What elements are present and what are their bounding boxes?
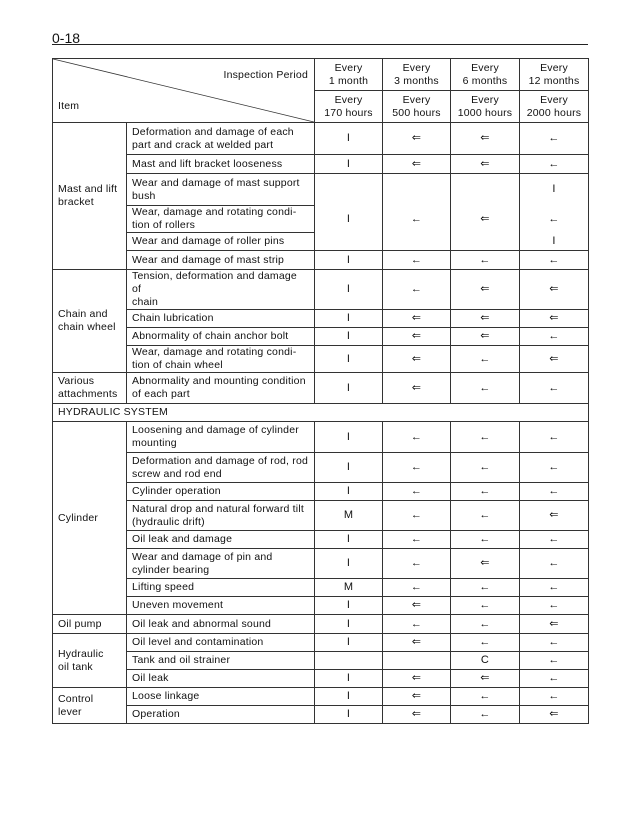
interval-mark: ←: [451, 373, 520, 404]
item-description: Chain lubrication: [127, 310, 315, 328]
interval-mark: I: [315, 251, 383, 270]
item-description: Oil leak: [127, 670, 315, 688]
interval-mark: ←: [451, 579, 520, 597]
interval-mark: I: [315, 123, 383, 155]
table-row: [53, 346, 589, 373]
interval-mark: ←: [520, 634, 589, 652]
period-12-months: Every 12 months: [520, 59, 589, 91]
period-3-months: Every 3 months: [383, 59, 451, 91]
item-description: Mast and lift bracket looseness: [127, 155, 315, 174]
interval-mark: ⇐: [383, 670, 451, 688]
interval-mark: ←: [520, 531, 589, 549]
interval-mark: ⇐: [383, 597, 451, 615]
interval-mark: ⇐: [383, 310, 451, 328]
interval-mark: I: [315, 688, 383, 706]
interval-mark: I: [315, 328, 383, 346]
interval-mark: I: [315, 270, 383, 310]
item-description: Wear and damage of mast strip: [127, 251, 315, 270]
interval-mark: I: [315, 531, 383, 549]
interval-mark: ⇐: [451, 549, 520, 579]
interval-mark: ←: [520, 373, 589, 404]
interval-mark: I: [315, 597, 383, 615]
group-oil-pump: Oil pump: [53, 615, 127, 634]
interval-mark: [451, 174, 520, 206]
interval-mark: ←: [520, 206, 589, 233]
interval-mark: ←: [520, 328, 589, 346]
interval-mark: I: [520, 174, 589, 206]
interval-mark: M: [315, 579, 383, 597]
interval-mark: I: [315, 373, 383, 404]
table-row: [53, 670, 589, 688]
interval-mark: M: [315, 501, 383, 531]
item-description: Abnormality of chain anchor bolt: [127, 328, 315, 346]
group-hydraulic-oil-tank: Hydraulic oil tank: [53, 634, 127, 688]
interval-mark: ←: [451, 453, 520, 483]
item-description: Oil leak and damage: [127, 531, 315, 549]
group-chain-and-chain-wheel: Chain and chain wheel: [53, 270, 127, 373]
group-mast-and-lift-bracket: Mast and lift bracket: [53, 123, 127, 270]
interval-mark: I: [315, 706, 383, 724]
interval-mark: ←: [520, 123, 589, 155]
interval-mark: ⇐: [520, 615, 589, 634]
interval-mark: ⇐: [383, 155, 451, 174]
interval-mark: I: [315, 549, 383, 579]
table-row: [53, 373, 589, 404]
interval-mark: ←: [383, 251, 451, 270]
item-description: Wear, damage and rotating condi- tion of rollers: [127, 206, 315, 233]
period-1-month: Every 1 month: [315, 59, 383, 91]
table-row: [53, 310, 589, 328]
interval-mark: ←: [451, 531, 520, 549]
interval-mark: ←: [383, 422, 451, 453]
group-control-lever: Control lever: [53, 688, 127, 724]
interval-mark: I: [315, 634, 383, 652]
table-row: [53, 597, 589, 615]
interval-mark: ←: [383, 483, 451, 501]
table-row: [53, 688, 589, 706]
item-description: Wear and damage of roller pins: [127, 233, 315, 251]
interval-mark: [315, 652, 383, 670]
interval-mark: ←: [451, 501, 520, 531]
inspection-table: [52, 58, 589, 724]
interval-mark: I: [315, 155, 383, 174]
interval-mark: ←: [451, 483, 520, 501]
interval-mark: ⇐: [451, 123, 520, 155]
interval-mark: ⇐: [520, 310, 589, 328]
interval-mark: C: [451, 652, 520, 670]
item-description: Oil leak and abnormal sound: [127, 615, 315, 634]
interval-mark: ⇐: [520, 706, 589, 724]
interval-mark: ←: [383, 579, 451, 597]
table-row: [53, 453, 589, 483]
item-description: Uneven movement: [127, 597, 315, 615]
item-description: Wear and damage of pin and cylinder bearing: [127, 549, 315, 579]
item-description: Wear, damage and rotating condi- tion of chain wheel: [127, 346, 315, 373]
interval-mark: I: [520, 233, 589, 251]
interval-mark: ←: [383, 453, 451, 483]
item-description: Deformation and damage of rod, rod screw and rod end: [127, 453, 315, 483]
item-description: Oil level and contamination: [127, 634, 315, 652]
table-row: [53, 549, 589, 579]
table-row: [53, 270, 589, 310]
item-description: Tank and oil strainer: [127, 652, 315, 670]
table-row: [53, 233, 589, 251]
interval-mark: ⇐: [451, 670, 520, 688]
interval-mark: ←: [520, 670, 589, 688]
interval-mark: ←: [383, 501, 451, 531]
table-row: [53, 328, 589, 346]
interval-mark: ⇐: [383, 123, 451, 155]
table-row: [53, 531, 589, 549]
interval-mark: [315, 233, 383, 251]
interval-mark: ⇐: [520, 346, 589, 373]
interval-mark: I: [315, 422, 383, 453]
interval-mark: I: [315, 670, 383, 688]
item-description: Cylinder operation: [127, 483, 315, 501]
interval-mark: ⇐: [520, 270, 589, 310]
interval-mark: I: [315, 615, 383, 634]
interval-mark: ←: [383, 615, 451, 634]
interval-mark: ←: [451, 346, 520, 373]
interval-mark: ←: [520, 597, 589, 615]
interval-mark: I: [315, 310, 383, 328]
table-row: [53, 501, 589, 531]
interval-mark: ←: [520, 579, 589, 597]
interval-mark: ←: [520, 483, 589, 501]
table-row: [53, 251, 589, 270]
interval-mark: ←: [520, 652, 589, 670]
table-row: [53, 123, 589, 155]
interval-mark: I: [315, 206, 383, 233]
item-description: Natural drop and natural forward tilt (hydraulic drift): [127, 501, 315, 531]
interval-mark: ⇐: [451, 328, 520, 346]
interval-mark: ←: [383, 549, 451, 579]
period-1000-hours: Every 1000 hours: [451, 91, 520, 123]
item-description: Wear and damage of mast support bush: [127, 174, 315, 206]
interval-mark: I: [315, 483, 383, 501]
interval-mark: ←: [451, 634, 520, 652]
table-row: [53, 579, 589, 597]
period-2000-hours: Every 2000 hours: [520, 91, 589, 123]
interval-mark: ←: [520, 549, 589, 579]
interval-mark: ←: [451, 688, 520, 706]
table-row: [53, 615, 589, 634]
group-various-attachments: Various attachments: [53, 373, 127, 404]
interval-mark: ⇐: [383, 634, 451, 652]
interval-mark: ←: [451, 706, 520, 724]
interval-mark: ←: [520, 155, 589, 174]
period-170-hours: Every 170 hours: [315, 91, 383, 123]
interval-mark: ←: [383, 206, 451, 233]
item-description: Abnormality and mounting condition of each part: [127, 373, 315, 404]
interval-mark: ⇐: [383, 706, 451, 724]
table-row: [53, 706, 589, 724]
interval-mark: [383, 233, 451, 251]
interval-mark: ←: [451, 597, 520, 615]
interval-mark: [451, 233, 520, 251]
interval-mark: ←: [520, 251, 589, 270]
hydraulic-system-section: HYDRAULIC SYSTEM: [53, 404, 589, 422]
header-rule: [52, 44, 588, 45]
interval-mark: ←: [451, 422, 520, 453]
interval-mark: [383, 174, 451, 206]
table-row: [53, 652, 589, 670]
table-row: [53, 634, 589, 652]
interval-mark: [315, 174, 383, 206]
item-description: Tension, deformation and damage of chain: [127, 270, 315, 310]
item-description: Lifting speed: [127, 579, 315, 597]
item-description: Deformation and damage of each part and crack at welded part: [127, 123, 315, 155]
group-cylinder: Cylinder: [53, 422, 127, 615]
period-6-months: Every 6 months: [451, 59, 520, 91]
item-description: Operation: [127, 706, 315, 724]
interval-mark: ←: [520, 422, 589, 453]
interval-mark: ←: [520, 453, 589, 483]
table-row: [53, 206, 589, 233]
table-row: [53, 174, 589, 206]
header-diagonal-cell: [53, 59, 315, 123]
page-number: 0-18: [52, 30, 81, 46]
interval-mark: ⇐: [520, 501, 589, 531]
interval-mark: [383, 652, 451, 670]
interval-mark: ⇐: [383, 688, 451, 706]
interval-mark: ⇐: [383, 346, 451, 373]
interval-mark: ←: [383, 531, 451, 549]
interval-mark: I: [315, 453, 383, 483]
item-description: Loose linkage: [127, 688, 315, 706]
interval-mark: ⇐: [451, 270, 520, 310]
period-500-hours: Every 500 hours: [383, 91, 451, 123]
table-row: [53, 483, 589, 501]
interval-mark: I: [315, 346, 383, 373]
table-row: [53, 422, 589, 453]
interval-mark: ⇐: [451, 155, 520, 174]
item-label: Item: [58, 100, 80, 112]
interval-mark: ⇐: [383, 373, 451, 404]
interval-mark: ←: [451, 251, 520, 270]
interval-mark: ⇐: [383, 328, 451, 346]
interval-mark: ←: [451, 615, 520, 634]
table-row: [53, 155, 589, 174]
interval-mark: ←: [383, 270, 451, 310]
interval-mark: ⇐: [451, 310, 520, 328]
item-description: Loosening and damage of cylinder mounting: [127, 422, 315, 453]
interval-mark: ←: [520, 688, 589, 706]
inspection-period-label: Inspection Period: [223, 69, 308, 81]
interval-mark: ⇐: [451, 206, 520, 233]
